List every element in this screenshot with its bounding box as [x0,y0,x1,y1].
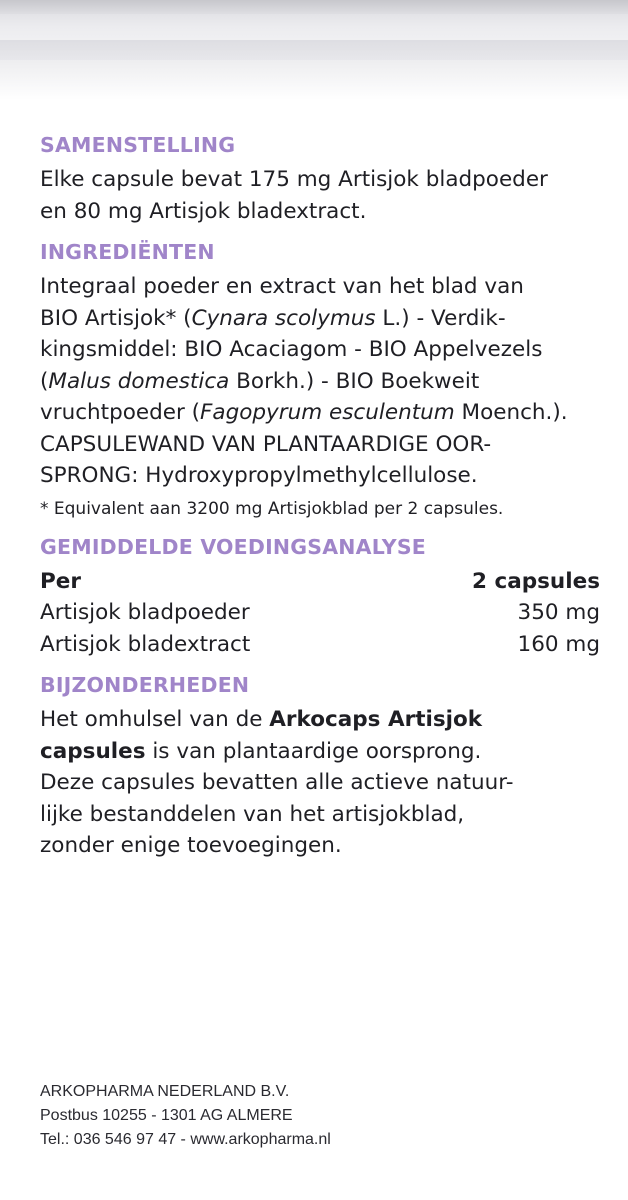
ingredienten-footnote: * Equivalent aan 3200 mg Artisjokblad per 2 capsules. [40,498,504,519]
company-address: Postbus 10255 - 1301 AG ALMERE [40,1107,293,1124]
latin-name: Malus domestica [48,368,230,394]
company-contact: Tel.: 036 546 97 47 - www.arkopharma.nl [40,1131,331,1148]
package-shadow [0,40,628,100]
samenstelling-line: Elke capsule bevat 175 mg Artisjok bladpoeder [40,167,548,192]
bijzonderheden-line: Deze capsules bevatten alle actieve natuur- [40,770,514,795]
text-run: vruchtpoeder ( [40,400,201,425]
text-run: Borkh.) - BIO Boekweit [229,368,480,394]
nutrition-row [40,629,600,661]
company-name: ARKOPHARMA NEDERLAND B.V. [40,1083,290,1100]
section-voedingsanalyse [40,532,600,661]
text-run: ( [40,368,49,394]
nutrition-header-row [40,566,600,598]
label-panel [40,130,600,872]
section-samenstelling [40,130,600,227]
voedingsanalyse-heading: GEMIDDELDE VOEDINGSANALYSE [40,534,427,559]
ingredienten-line: Integraal poeder en extract van het blad van [40,274,524,299]
ingredienten-line [40,303,600,335]
nutrition-header-value: 2 capsules [472,568,600,594]
text-run: BIO Artisjok* ( [40,305,192,331]
company-info [40,1080,331,1152]
ingredienten-line [40,397,600,429]
samenstelling-line: en 80 mg Artisjok bladextract. [40,198,367,224]
ingredienten-line: SPRONG: Hydroxypropylmethylcellulose. [40,463,478,488]
latin-name: Cynara scolymus [191,305,376,331]
ingredienten-line: kingsmiddel: BIO Acaciagom - BIO Appelvezels [40,337,543,362]
section-bijzonderheden [40,670,600,862]
latin-name: Fagopyrum esculentum [200,400,455,425]
product-name: capsules [40,738,146,764]
text-run: Het omhulsel van de [40,707,270,732]
bijzonderheden-heading: BIJZONDERHEDEN [40,673,250,697]
text-run: is van plantaardige oorsprong. [145,738,482,764]
ingredienten-heading: INGREDIËNTEN [40,240,215,264]
ingredienten-line [40,366,600,398]
text-run: Moench.). [454,400,568,425]
samenstelling-heading: SAMENSTELLING [40,133,236,157]
nutrition-row [40,597,600,629]
package-lid [0,0,628,14]
bijzonderheden-text [40,704,600,862]
bijzonderheden-line [40,736,600,768]
bijzonderheden-line: lijke bestanddelen van het artisjokblad, [40,801,465,827]
section-ingredienten [40,237,600,522]
samenstelling-text [40,164,600,227]
nutrition-label: Artisjok bladextract [40,631,251,657]
nutrition-label: Artisjok bladpoeder [40,600,250,625]
nutrition-value: 350 mg [517,600,600,625]
bijzonderheden-line [40,704,600,736]
ingredienten-text [40,271,600,492]
nutrition-value: 160 mg [517,631,600,657]
product-name: Arkocaps Artisjok [269,707,483,732]
nutrition-header-label: Per [40,568,81,594]
ingredienten-line: CAPSULEWAND VAN PLANTAARDIGE OOR- [40,431,492,457]
bijzonderheden-line: zonder enige toevoegingen. [40,833,342,858]
text-run: L.) - Verdik- [375,305,506,331]
